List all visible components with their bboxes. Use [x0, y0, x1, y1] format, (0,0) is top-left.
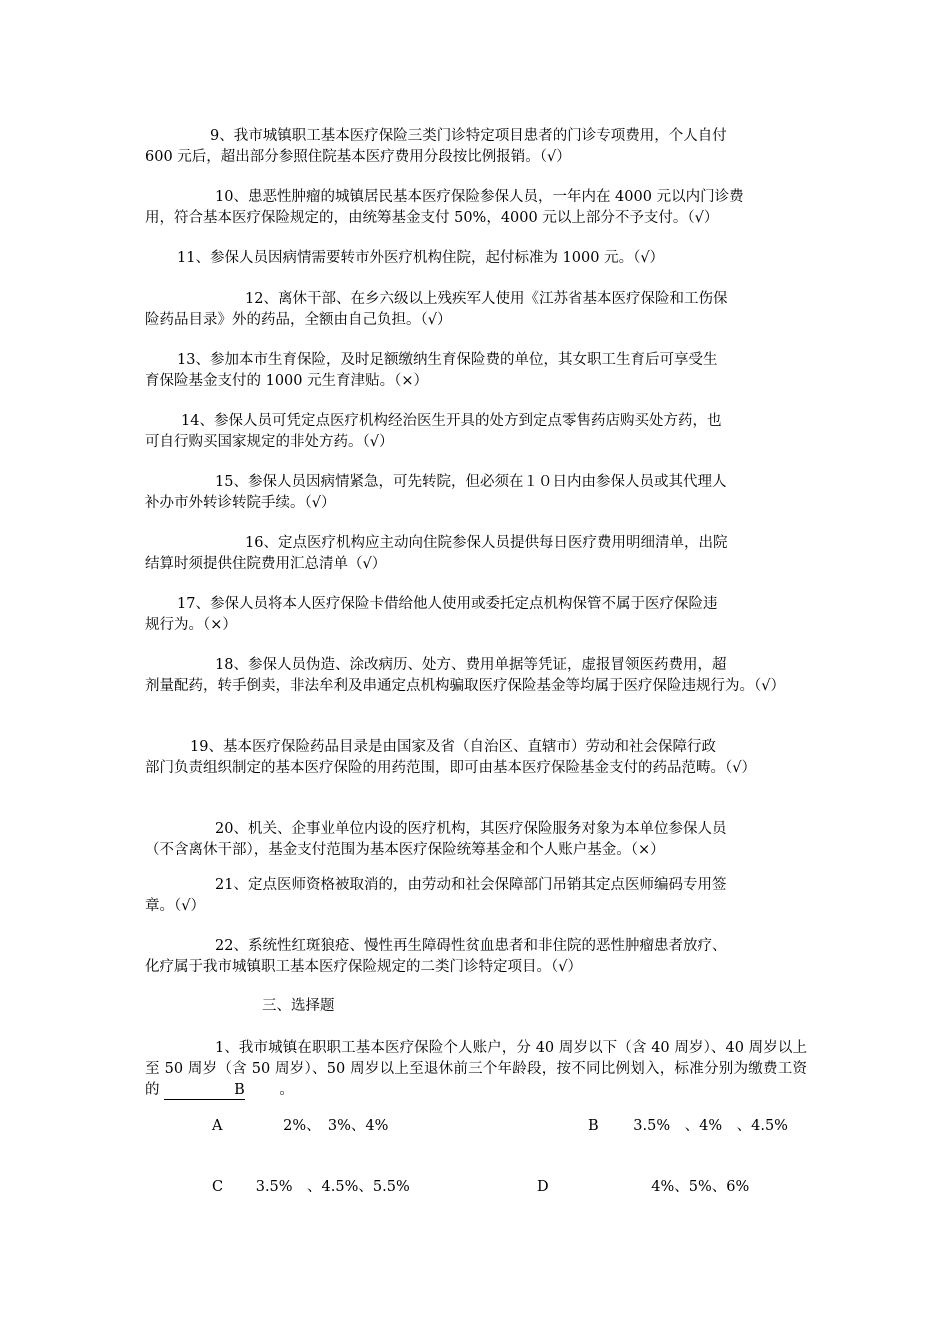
question-20	[145, 819, 807, 861]
question-16	[145, 533, 807, 575]
option-text: 2%、 3%、4%	[283, 1118, 389, 1134]
question-rest: 化疗属于我市城镇职工基本医疗保险规定的二类门诊特定项目。（√）	[145, 959, 582, 975]
option-c	[212, 1177, 410, 1198]
choice-question-text: 1、我市城镇在职职工基本医疗保险个人账户，分 40 周岁以下（含 40 周岁）、40 周岁以上至 50 周岁（含 50 周岁）、50 周岁以上至退休前三个年龄段，按不同比例划入，标准分别为缴费工资的	[145, 1040, 807, 1098]
option-text: 3.5% 、4.5%、5.5%	[255, 1179, 410, 1195]
question-first-line: 19、基本医疗保险药品目录是由国家及省（自治区、直辖市）劳动和社会保障行政	[190, 739, 716, 755]
question-first-line: 10、患恶性肿瘤的城镇居民基本医疗保险参保人员，一年内在 4000 元以内门诊费	[215, 189, 744, 205]
question-first-line: 16、定点医疗机构应主动向住院参保人员提供每日医疗费用明细清单，出院	[245, 535, 728, 551]
option-d	[537, 1177, 749, 1198]
question-end-mark: 。	[279, 1082, 294, 1098]
option-letter: A	[212, 1118, 223, 1134]
question-first-line: 17、参保人员将本人医疗保险卡借给他人使用或委托定点机构保管不属于医疗保险违	[177, 596, 718, 612]
answer-blank: B	[164, 1081, 245, 1100]
question-first-line: 15、参保人员因病情紧急，可先转院，但必须在１０日内由参保人员或其代理人	[215, 474, 727, 490]
question-11	[145, 248, 807, 269]
question-rest: 剂量配药，转手倒卖，非法牟利及串通定点机构骗取医疗保险基金等均属于医疗保险违规行为。（√）	[145, 678, 785, 694]
option-text: 4%、5%、6%	[651, 1179, 750, 1195]
question-first-line: 20、机关、企事业单位内设的医疗机构，其医疗保险服务对象为本单位参保人员	[215, 821, 727, 837]
question-9	[145, 126, 807, 168]
question-rest: 险药品目录》外的药品，全额由自己负担。（√）	[145, 312, 452, 328]
question-18	[145, 655, 807, 697]
question-first-line: 22、系统性红斑狼疮、慢性再生障碍性贫血患者和非住院的恶性肿瘤患者放疗、	[215, 938, 727, 954]
question-rest: （不含离休干部），基金支付范围为基本医疗保险统筹基金和个人账户基金。（×）	[145, 842, 665, 858]
question-rest: 育保险基金支付的 1000 元生育津贴。（×）	[145, 373, 429, 389]
question-first-line: 18、参保人员伪造、涂改病历、处方、费用单据等凭证，虚报冒领医药费用，超	[215, 657, 727, 673]
question-15	[145, 472, 807, 514]
option-letter: C	[212, 1179, 224, 1195]
question-13	[145, 350, 807, 392]
question-first-line: 9、我市城镇职工基本医疗保险三类门诊特定项目患者的门诊专项费用，个人自付	[210, 128, 727, 144]
question-rest: 章。（√）	[145, 898, 205, 914]
question-12	[145, 289, 807, 331]
option-a	[212, 1116, 388, 1137]
question-rest: 结算时须提供住院费用汇总清单（√）	[145, 556, 387, 572]
option-letter: D	[537, 1179, 549, 1195]
question-19	[145, 737, 807, 779]
question-rest: 部门负责组织制定的基本医疗保险的用药范围，即可由基本医疗保险基金支付的药品范畴。（√）	[145, 760, 756, 776]
question-17	[145, 594, 807, 636]
question-22	[145, 936, 807, 978]
question-21	[145, 875, 807, 917]
question-rest: 用，符合基本医疗保险规定的，由统筹基金支付 50%，4000 元以上部分不予支付。（√）	[145, 210, 719, 226]
question-rest: 可自行购买国家规定的非处方药。（√）	[145, 434, 394, 450]
question-first-line: 21、定点医师资格被取消的，由劳动和社会保障部门吊销其定点医师编码专用签	[215, 877, 727, 893]
question-first-line: 13、参加本市生育保险，及时足额缴纳生育保险费的单位，其女职工生育后可享受生	[177, 352, 718, 368]
question-first-line: 11、参保人员因病情需要转市外医疗机构住院，起付标准为 1000 元。（√）	[177, 250, 665, 266]
option-text: 3.5% 、4% 、4.5%	[633, 1118, 788, 1134]
choice-question-1	[145, 1038, 807, 1101]
question-14	[145, 411, 807, 453]
question-rest: 规行为。（×）	[145, 617, 237, 633]
question-first-line: 12、离休干部、在乡六级以上残疾军人使用《江苏省基本医疗保险和工伤保	[245, 291, 728, 307]
question-rest: 600 元后，超出部分参照住院基本医疗费用分段按比例报销。（√）	[145, 149, 571, 165]
question-10	[145, 187, 807, 229]
option-letter: B	[588, 1118, 599, 1134]
question-first-line: 14、参保人员可凭定点医疗机构经治医生开具的处方到定点零售药店购买处方药，也	[181, 413, 722, 429]
question-rest: 补办市外转诊转院手续。（√）	[145, 495, 336, 511]
section-title: 三、选择题	[262, 998, 335, 1014]
option-b	[588, 1116, 788, 1137]
